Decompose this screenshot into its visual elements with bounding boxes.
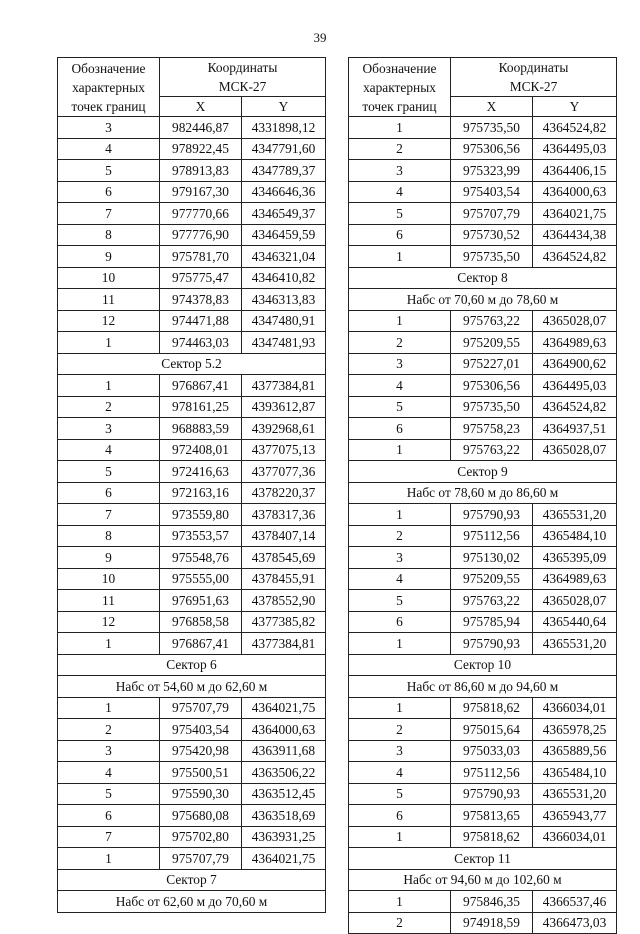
table-row [349,138,617,160]
table-row [349,310,617,332]
point-number-cell: 3 [349,160,451,182]
y-coordinate-cell: 4364000,63 [533,181,617,203]
y-coordinate-cell: 4365943,77 [533,805,617,827]
table-row [58,568,326,590]
point-number-cell: 2 [349,719,451,741]
y-coordinate-cell: 4364989,63 [533,332,617,354]
section-row [58,869,326,891]
x-coordinate-cell: 974378,83 [160,289,242,311]
y-coordinate-cell: 4364021,75 [242,848,326,870]
table-row [349,525,617,547]
point-number-cell: 1 [349,633,451,655]
x-coordinate-cell: 978922,45 [160,138,242,160]
section-label: Набс от 62,60 м до 70,60 м [58,891,326,913]
section-label: Набс от 78,60 м до 86,60 м [349,482,617,504]
x-coordinate-cell: 975735,50 [451,117,533,139]
y-coordinate-cell: 4377075,13 [242,439,326,461]
point-number-cell: 1 [58,633,160,655]
y-coordinate-cell: 4364021,75 [533,203,617,225]
y-coordinate-cell: 4365484,10 [533,525,617,547]
x-coordinate-cell: 975785,94 [451,611,533,633]
x-coordinate-cell: 973553,57 [160,525,242,547]
y-coordinate-cell: 4364524,82 [533,117,617,139]
point-number-cell: 12 [58,310,160,332]
coordinates-table-left [57,57,326,913]
y-coordinate-cell: 4366537,46 [533,891,617,913]
point-number-cell: 6 [349,224,451,246]
y-coordinate-cell: 4346459,59 [242,224,326,246]
table-row [58,848,326,870]
table-row [58,418,326,440]
x-coordinate-cell: 975403,54 [451,181,533,203]
y-coordinate-cell: 4364524,82 [533,246,617,268]
point-number-cell: 6 [58,805,160,827]
point-number-cell: 5 [58,160,160,182]
section-row [349,676,617,698]
x-coordinate-cell: 975775,47 [160,267,242,289]
point-number-cell: 4 [349,181,451,203]
point-number-cell: 7 [58,504,160,526]
table-row [58,762,326,784]
table-row [58,138,326,160]
y-column-header: Y [533,97,617,117]
point-number-cell: 4 [58,762,160,784]
x-coordinate-cell: 968883,59 [160,418,242,440]
table-row [349,396,617,418]
y-coordinate-cell: 4378545,69 [242,547,326,569]
x-coordinate-cell: 975548,76 [160,547,242,569]
x-column-header: X [451,97,533,117]
table-row [349,719,617,741]
table-row [349,332,617,354]
y-coordinate-cell: 4363518,69 [242,805,326,827]
y-column-header: Y [242,97,326,117]
x-coordinate-cell: 975818,62 [451,826,533,848]
section-label: Сектор 6 [58,654,326,676]
point-number-cell: 1 [349,310,451,332]
y-coordinate-cell: 4366034,01 [533,697,617,719]
table-row [58,719,326,741]
x-coordinate-cell: 975735,50 [451,396,533,418]
right-table-body [349,117,617,934]
section-label: Сектор 11 [349,848,617,870]
x-coordinate-cell: 975209,55 [451,568,533,590]
y-coordinate-cell: 4366034,01 [533,826,617,848]
y-coordinate-cell: 4363911,68 [242,740,326,762]
y-coordinate-cell: 4377385,82 [242,611,326,633]
y-coordinate-cell: 4364000,63 [242,719,326,741]
y-coordinate-cell: 4364900,62 [533,353,617,375]
y-coordinate-cell: 4393612,87 [242,396,326,418]
y-coordinate-cell: 4365484,10 [533,762,617,784]
point-number-cell: 6 [349,611,451,633]
table-row [349,826,617,848]
table-row [349,203,617,225]
table-row [58,375,326,397]
table-row [58,590,326,612]
section-label: Набс от 54,60 м до 62,60 м [58,676,326,698]
y-coordinate-cell: 4364021,75 [242,697,326,719]
point-number-cell: 3 [349,353,451,375]
y-coordinate-cell: 4346321,04 [242,246,326,268]
table-row [349,912,617,934]
y-coordinate-cell: 4363931,25 [242,826,326,848]
x-coordinate-cell: 975790,93 [451,633,533,655]
y-coordinate-cell: 4365531,20 [533,504,617,526]
x-coordinate-cell: 977776,90 [160,224,242,246]
table-row [349,762,617,784]
y-coordinate-cell: 4346549,37 [242,203,326,225]
point-number-cell: 6 [349,418,451,440]
table-row [58,525,326,547]
point-number-cell: 2 [349,525,451,547]
x-coordinate-cell: 975306,56 [451,375,533,397]
section-row [349,461,617,483]
y-coordinate-cell: 4347791,60 [242,138,326,160]
coords-header-line: Координаты [207,60,278,75]
table-row [349,375,617,397]
coordinates-table-right [348,57,617,934]
x-coordinate-cell: 975555,00 [160,568,242,590]
x-column-header: X [160,97,242,117]
y-coordinate-cell: 4347480,91 [242,310,326,332]
x-coordinate-cell: 975790,93 [451,783,533,805]
table-row [349,439,617,461]
y-coordinate-cell: 4377077,36 [242,461,326,483]
point-number-cell: 3 [349,547,451,569]
section-label: Набс от 70,60 м до 78,60 м [349,289,617,311]
table-row [349,181,617,203]
x-coordinate-cell: 975730,52 [451,224,533,246]
point-number-cell: 9 [58,547,160,569]
x-coordinate-cell: 977770,66 [160,203,242,225]
table-row [349,568,617,590]
section-row [349,654,617,676]
x-coordinate-cell: 976867,41 [160,633,242,655]
section-row [58,676,326,698]
point-number-cell: 5 [58,783,160,805]
section-label: Набс от 86,60 м до 94,60 м [349,676,617,698]
x-coordinate-cell: 974471,88 [160,310,242,332]
point-header-line: характерных [363,79,436,95]
table-row [349,891,617,913]
y-coordinate-cell: 4365028,07 [533,590,617,612]
x-coordinate-cell: 975702,80 [160,826,242,848]
table-row [58,267,326,289]
point-number-cell: 2 [58,396,160,418]
section-label: Набс от 94,60 м до 102,60 м [349,869,617,891]
table-row [58,783,326,805]
table-row [58,611,326,633]
x-coordinate-cell: 975112,56 [451,762,533,784]
point-number-cell: 5 [58,461,160,483]
point-number-cell: 5 [349,203,451,225]
table-row [58,826,326,848]
table-row [58,633,326,655]
y-coordinate-cell: 4347789,37 [242,160,326,182]
table-row [58,203,326,225]
y-coordinate-cell: 4363512,45 [242,783,326,805]
table-row [349,418,617,440]
point-number-cell: 1 [349,504,451,526]
section-row [349,267,617,289]
x-coordinate-cell: 975323,99 [451,160,533,182]
x-coordinate-cell: 975112,56 [451,525,533,547]
point-number-cell: 1 [349,826,451,848]
point-number-cell: 7 [58,203,160,225]
y-coordinate-cell: 4377384,81 [242,375,326,397]
x-coordinate-cell: 975763,22 [451,439,533,461]
coords-column-header [451,58,617,97]
y-coordinate-cell: 4365028,07 [533,310,617,332]
x-coordinate-cell: 975818,62 [451,697,533,719]
section-row [349,289,617,311]
table-row [349,504,617,526]
point-header-line: точек границ [362,98,437,114]
x-coordinate-cell: 982446,87 [160,117,242,139]
table-row [58,181,326,203]
table-row [58,224,326,246]
x-coordinate-cell: 975846,35 [451,891,533,913]
table-row [349,353,617,375]
point-number-cell: 1 [349,697,451,719]
point-number-cell: 4 [349,375,451,397]
table-row [58,697,326,719]
section-label: Сектор 9 [349,461,617,483]
x-coordinate-cell: 975680,08 [160,805,242,827]
table-row [349,697,617,719]
x-coordinate-cell: 972408,01 [160,439,242,461]
point-number-cell: 1 [58,848,160,870]
point-number-cell: 5 [349,590,451,612]
point-number-cell: 6 [58,482,160,504]
x-coordinate-cell: 976951,63 [160,590,242,612]
point-number-cell: 6 [58,181,160,203]
point-number-cell: 5 [349,783,451,805]
section-row [349,482,617,504]
point-number-cell: 2 [58,719,160,741]
y-coordinate-cell: 4346410,82 [242,267,326,289]
y-coordinate-cell: 4364937,51 [533,418,617,440]
y-coordinate-cell: 4364989,63 [533,568,617,590]
y-coordinate-cell: 4365028,07 [533,439,617,461]
section-row [349,869,617,891]
y-coordinate-cell: 4365440,64 [533,611,617,633]
section-row [58,353,326,375]
table-row [349,805,617,827]
table-row [349,547,617,569]
point-header-line: Обозначение [71,60,146,76]
table-row [349,783,617,805]
section-row [349,848,617,870]
x-coordinate-cell: 973559,80 [160,504,242,526]
table-row [58,740,326,762]
point-number-cell: 1 [349,439,451,461]
y-coordinate-cell: 4346313,83 [242,289,326,311]
point-number-cell: 1 [58,332,160,354]
table-row [58,461,326,483]
table-row [58,396,326,418]
section-row [58,654,326,676]
table-row [58,246,326,268]
coords-header-line: МСК-27 [509,79,558,94]
y-coordinate-cell: 4364406,15 [533,160,617,182]
x-coordinate-cell: 975758,23 [451,418,533,440]
point-number-cell: 2 [349,912,451,934]
point-number-cell: 3 [349,740,451,762]
table-row [58,160,326,182]
table-row [58,117,326,139]
x-coordinate-cell: 975227,01 [451,353,533,375]
x-coordinate-cell: 974463,03 [160,332,242,354]
point-number-cell: 10 [58,267,160,289]
x-coordinate-cell: 975420,98 [160,740,242,762]
point-header-line: характерных [72,79,145,95]
x-coordinate-cell: 975763,22 [451,310,533,332]
point-number-cell: 1 [58,697,160,719]
point-number-cell: 10 [58,568,160,590]
point-number-cell: 7 [58,826,160,848]
y-coordinate-cell: 4378407,14 [242,525,326,547]
y-coordinate-cell: 4366473,03 [533,912,617,934]
point-number-cell: 3 [58,740,160,762]
y-coordinate-cell: 4365395,09 [533,547,617,569]
point-number-cell: 1 [349,891,451,913]
table-row [58,289,326,311]
x-coordinate-cell: 978913,83 [160,160,242,182]
y-coordinate-cell: 4392968,61 [242,418,326,440]
table-row [349,160,617,182]
x-coordinate-cell: 978161,25 [160,396,242,418]
point-number-cell: 5 [349,396,451,418]
x-coordinate-cell: 975707,79 [160,848,242,870]
x-coordinate-cell: 975707,79 [451,203,533,225]
x-coordinate-cell: 979167,30 [160,181,242,203]
y-coordinate-cell: 4365978,25 [533,719,617,741]
x-coordinate-cell: 975500,51 [160,762,242,784]
point-number-cell: 1 [349,117,451,139]
y-coordinate-cell: 4347481,93 [242,332,326,354]
x-coordinate-cell: 975763,22 [451,590,533,612]
section-row [58,891,326,913]
point-number-cell: 4 [58,439,160,461]
x-coordinate-cell: 976867,41 [160,375,242,397]
point-number-cell: 6 [349,805,451,827]
point-column-header [349,58,451,117]
point-number-cell: 11 [58,289,160,311]
x-coordinate-cell: 975790,93 [451,504,533,526]
x-coordinate-cell: 975033,03 [451,740,533,762]
point-number-cell: 9 [58,246,160,268]
table-row [349,117,617,139]
x-coordinate-cell: 972416,63 [160,461,242,483]
point-number-cell: 2 [349,332,451,354]
point-header-line: точек границ [71,98,146,114]
table-row [58,547,326,569]
y-coordinate-cell: 4378317,36 [242,504,326,526]
x-coordinate-cell: 975209,55 [451,332,533,354]
coords-header-line: МСК-27 [218,79,267,94]
page-number: 39 [313,30,327,45]
section-label: Сектор 5.2 [58,353,326,375]
x-coordinate-cell: 975813,65 [451,805,533,827]
point-number-cell: 11 [58,590,160,612]
x-coordinate-cell: 975735,50 [451,246,533,268]
table-row [58,482,326,504]
left-table-body [58,117,326,913]
point-number-cell: 4 [349,762,451,784]
section-label: Сектор 7 [58,869,326,891]
section-label: Сектор 8 [349,267,617,289]
point-number-cell: 1 [58,375,160,397]
x-coordinate-cell: 972163,16 [160,482,242,504]
section-label: Сектор 10 [349,654,617,676]
point-number-cell: 4 [58,138,160,160]
y-coordinate-cell: 4378220,37 [242,482,326,504]
x-coordinate-cell: 975403,54 [160,719,242,741]
y-coordinate-cell: 4331898,12 [242,117,326,139]
coords-column-header [160,58,326,97]
y-coordinate-cell: 4365531,20 [533,633,617,655]
y-coordinate-cell: 4377384,81 [242,633,326,655]
table-row [58,504,326,526]
point-header-line: Обозначение [362,60,437,76]
point-column-header [58,58,160,117]
table-row [349,633,617,655]
y-coordinate-cell: 4346646,36 [242,181,326,203]
point-number-cell: 1 [349,246,451,268]
point-number-cell: 4 [349,568,451,590]
table-row [58,439,326,461]
y-coordinate-cell: 4364434,38 [533,224,617,246]
coords-header-line: Координаты [498,60,569,75]
y-coordinate-cell: 4364524,82 [533,396,617,418]
point-number-cell: 2 [349,138,451,160]
y-coordinate-cell: 4365531,20 [533,783,617,805]
table-row [58,805,326,827]
point-number-cell: 12 [58,611,160,633]
table-row [349,611,617,633]
y-coordinate-cell: 4364495,03 [533,375,617,397]
x-coordinate-cell: 975015,64 [451,719,533,741]
x-coordinate-cell: 975306,56 [451,138,533,160]
table-row [349,590,617,612]
y-coordinate-cell: 4363506,22 [242,762,326,784]
x-coordinate-cell: 975781,70 [160,246,242,268]
x-coordinate-cell: 976858,58 [160,611,242,633]
table-row [349,740,617,762]
y-coordinate-cell: 4365889,56 [533,740,617,762]
table-row [58,332,326,354]
x-coordinate-cell: 974918,59 [451,912,533,934]
table-row [349,224,617,246]
x-coordinate-cell: 975590,30 [160,783,242,805]
point-number-cell: 8 [58,224,160,246]
y-coordinate-cell: 4378455,91 [242,568,326,590]
point-number-cell: 8 [58,525,160,547]
table-row [58,310,326,332]
y-coordinate-cell: 4378552,90 [242,590,326,612]
table-row [349,246,617,268]
x-coordinate-cell: 975130,02 [451,547,533,569]
x-coordinate-cell: 975707,79 [160,697,242,719]
point-number-cell: 3 [58,418,160,440]
y-coordinate-cell: 4364495,03 [533,138,617,160]
point-number-cell: 3 [58,117,160,139]
